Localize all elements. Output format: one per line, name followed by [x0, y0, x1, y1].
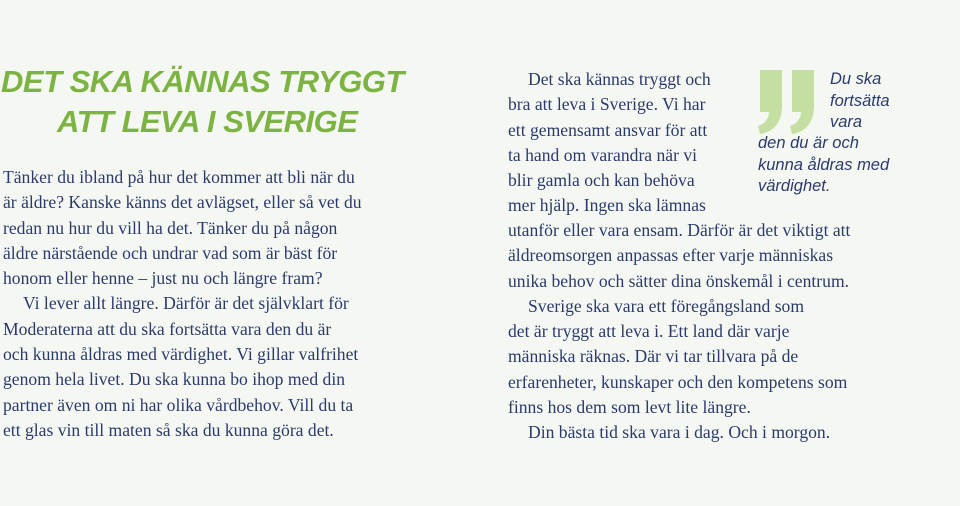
- pull-quote-line: värdighet.: [758, 177, 831, 195]
- text-line: utanför eller vara ensam. Därför är det viktigt att: [508, 220, 851, 240]
- text-line: bra att leva i Sverige. Vi har: [508, 94, 706, 115]
- text-line: partner även om ni har olika vårdbehov. Vill du ta: [3, 394, 354, 415]
- pull-quote-line: kunna åldras med: [758, 155, 890, 174]
- text-line: honom eller henne – just nu och längre fram?: [3, 268, 323, 289]
- text-line: Tänker du ibland på hur det kommer att bli när du: [3, 167, 355, 187]
- text-line: Vi lever allt längre. Därför är det självklart för: [23, 293, 349, 314]
- pull-quote-line: fortsätta: [830, 91, 890, 110]
- text-line: äldre närstående och undrar vad som är bäst för: [3, 242, 338, 263]
- text-line: ett glas vin till maten så ska du kunna göra det.: [3, 419, 334, 440]
- text-line: genom hela livet. Du ska kunna bo ihop med din: [3, 369, 346, 390]
- text-line: ta hand om varandra när vi: [508, 144, 698, 165]
- text-line: mer hjälp. Ingen ska lämnas: [508, 195, 706, 216]
- right-column-text-top: [508, 67, 711, 219]
- pull-quote-line: den du är och: [758, 134, 859, 152]
- pull-quote-top: [830, 69, 890, 134]
- text-line: är äldre? Kanske känns det avlägset, eller så vet du: [3, 192, 362, 213]
- text-line: redan nu hur du vill ha det. Tänker du på någon: [3, 217, 338, 238]
- text-line: blir gamla och kan behöva: [508, 170, 695, 191]
- left-column-text: [3, 165, 362, 443]
- page-title-line-2: ATT LEVA I SVERIGE: [57, 104, 358, 139]
- text-line: Det ska kännas tryggt och: [528, 69, 711, 89]
- text-line: människa räknas. Där vi tar tillvara på de: [508, 346, 799, 367]
- text-line: Sverige ska vara ett föregångsland som: [528, 295, 805, 316]
- quotation-mark-icon: [752, 66, 822, 136]
- pull-quote-line: Du ska: [830, 70, 882, 88]
- page-title-line-1: DET SKA KÄNNAS TRYGGT: [1, 64, 404, 99]
- text-line: det är tryggt att leva i. Ett land där varje: [508, 321, 790, 342]
- right-column-text-bottom: [508, 218, 850, 446]
- text-line: Moderaterna att du ska fortsätta vara den du är: [3, 318, 332, 339]
- pull-quote-line: vara: [830, 113, 863, 131]
- pull-quote-bottom: [758, 133, 889, 198]
- text-line: äldreomsorgen anpassas efter varje människas: [508, 245, 834, 266]
- text-line: erfarenheter, kunskaper och den kompetens som: [508, 371, 848, 392]
- text-line: unika behov och sätter dina önskemål i centrum.: [508, 270, 850, 291]
- text-line: Din bästa tid ska vara i dag. Och i morgon.: [528, 422, 831, 443]
- text-line: och kunna åldras med värdighet. Vi gillar valfrihet: [3, 344, 359, 365]
- text-line: ett gemensamt ansvar för att: [508, 119, 708, 140]
- text-line: finns hos dem som levt lite längre.: [508, 397, 751, 418]
